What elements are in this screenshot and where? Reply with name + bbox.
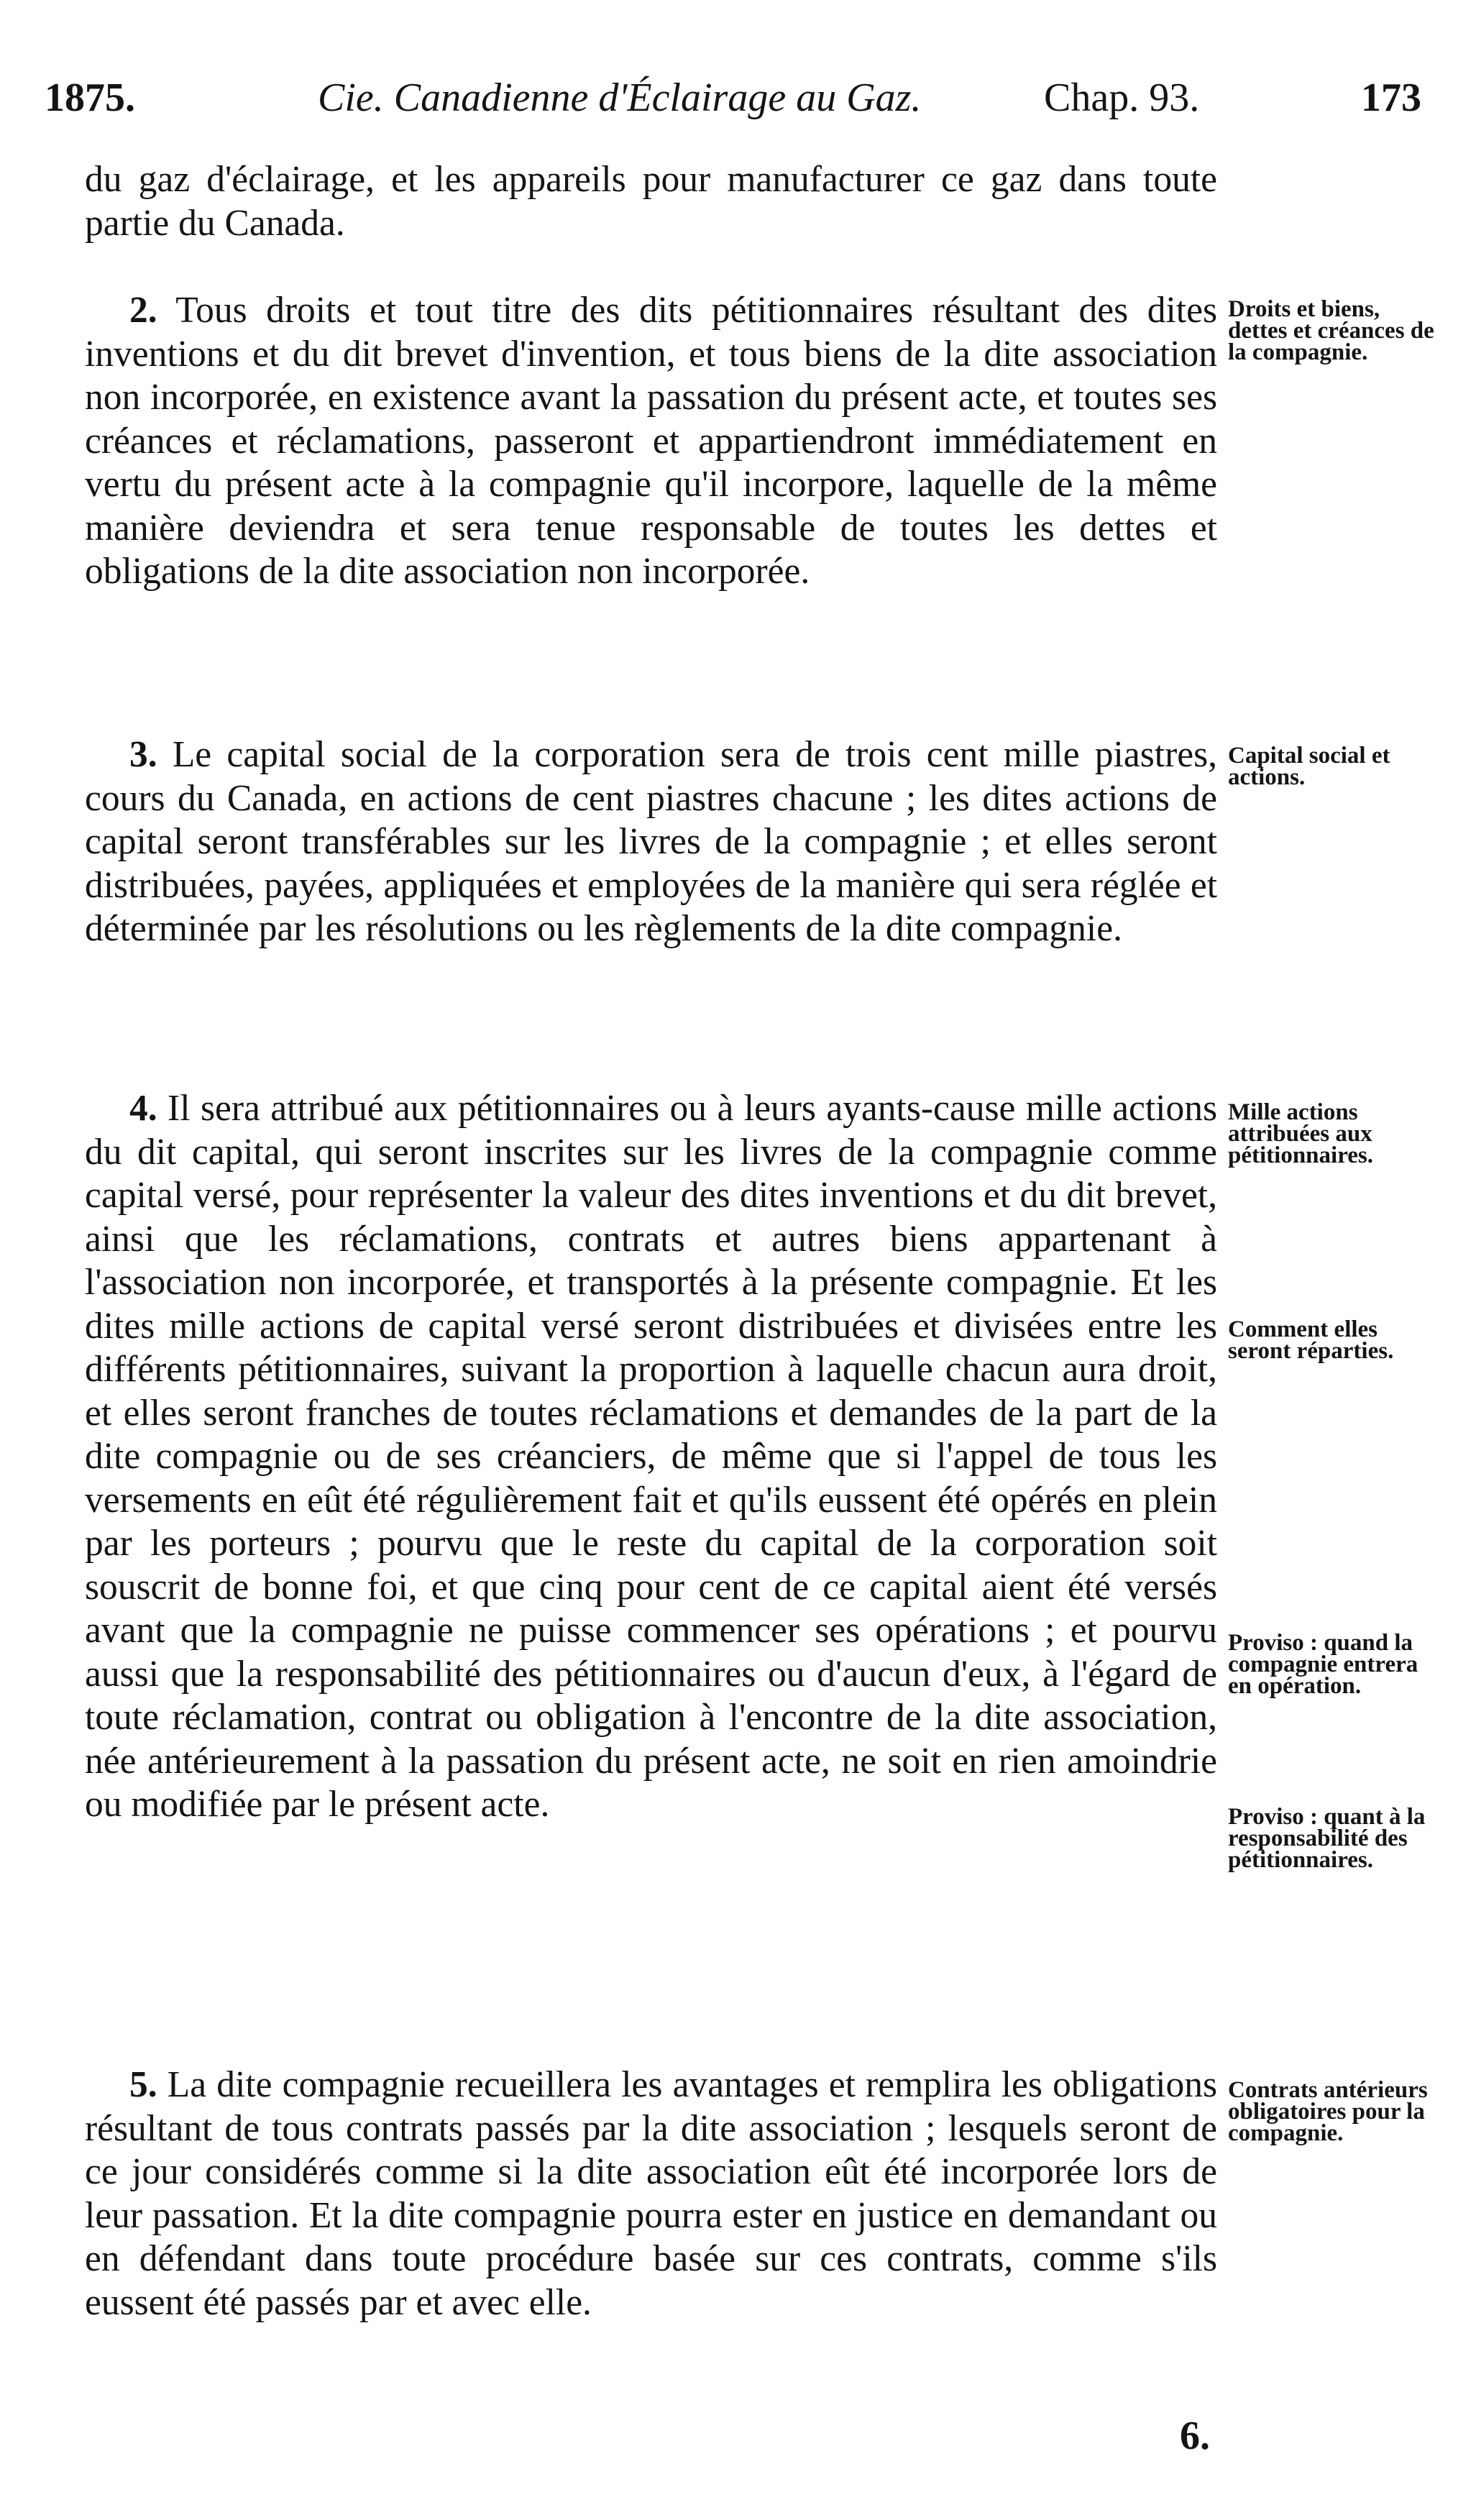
- margin-note-section-4-allotment: Mille actions attribuées aux pétitionnaires.: [1228, 1099, 1373, 1168]
- section-number: 2.: [129, 290, 157, 331]
- margin-note-section-2: Droits et biens, dettes et créances de la compagnie.: [1228, 296, 1434, 365]
- section-2-paragraph: [85, 289, 1217, 594]
- section-4-paragraph: [85, 1087, 1217, 1827]
- section-3-paragraph: [85, 733, 1217, 951]
- paragraph-text: Le capital social de la corporation sera de trois cent mille piastres, cours du Canada, en actions de cent piastres chacune ; les dites actions de capital seront transférables sur les livres de la compagnie ; et elles seront distribuées, payées, appliquées et employées de la manière qui sera réglée et déterminée par les résolutions ou les règlements de la dite compagnie.: [85, 734, 1217, 949]
- paragraph-text: La dite compagnie recueillera les avantages et remplira les obligations résultant de tous contrats passés par la dite association ; lesquels seront de ce jour considérés comme si la dite association eût été incorporée lors de leur passation. Et la dite compagnie pourra ester en justice en demandant ou en défendant dans toute procédure basée sur ces contrats, comme s'ils eussent été passés par et avec elle.: [85, 2064, 1217, 2323]
- page-header: [45, 69, 1421, 127]
- section-number: 5.: [129, 2064, 157, 2105]
- paragraph-text: Tous droits et tout titre des dits pétitionnaires résultant des dites inventions et du dit brevet d'invention, et tous biens de la dite association non incorporée, en existence avant la passation du présent acte, et toutes ses créances et réclamations, passeront et appartiendront immédiatement en vertu du présent acte à la compagnie qu'il incorpore, laquelle de la même manière deviendra et sera tenue responsable de toutes les dettes et obligations de la dite association non incorporée.: [85, 290, 1217, 592]
- header-year: 1875.: [45, 75, 135, 120]
- header-page-number: 173: [1361, 75, 1421, 120]
- header-title: Cie. Canadienne d'Éclairage au Gaz.: [318, 75, 922, 120]
- paragraph-continuation: [85, 158, 1217, 245]
- margin-note-section-4-proviso-liability: Proviso : quant à la responsabilité des pétitionnaires.: [1228, 1804, 1426, 1873]
- section-number: 3.: [129, 734, 157, 775]
- header-chapter: Chap. 93.: [1044, 75, 1200, 120]
- paragraph-text: du gaz d'éclairage, et les appareils pour manufacturer ce gaz dans toute partie du Canada.: [85, 159, 1217, 244]
- margin-note-section-4-distribution: Comment elles seront réparties.: [1228, 1316, 1394, 1364]
- margin-note-section-3: Capital social et actions.: [1228, 743, 1390, 790]
- margin-note-section-5: Contrats antérieurs obligatoires pour la compagnie.: [1228, 2077, 1428, 2146]
- section-5-paragraph: [85, 2063, 1217, 2324]
- margin-note-section-4-proviso-operation: Proviso : quand la compagnie entrera en opération.: [1228, 1630, 1418, 1699]
- signature-mark: 6.: [1180, 2414, 1210, 2458]
- paragraph-text: Il sera attribué aux pétitionnaires ou à leurs ayants-cause mille actions du dit capital, qui seront inscrites sur les livres de la compagnie comme capital versé, pour représenter la valeur des dites inventions et du dit brevet, ainsi que les réclamations, contrats et autres biens appartenant à l'association non incorporée, et transportés à la présente compagnie. Et les dites mille actions de capital versé seront distribuées et divisées entre les différents pétitionnaires, suivant la proportion à laquelle chacun aura droit, et elles seront franches de toutes réclamations et demandes de la part de la dite compagnie ou de ses créanciers, de même que si l'appel de tous les versements en eût été régulièrement fait et qu'ils eussent été opérés en plein par les porteurs ; pourvu que le reste du capital de la corporation soit souscrit de bonne foi, et que cinq pour cent de ce capital aient été versés avant que la compagnie ne puisse commencer ses opérations ; et pourvu aussi que la responsabilité des pétitionnaires ou d'aucun d'eux, à l'égard de toute réclamation, contrat ou obligation à l'encontre de la dite association, née antérieurement à la passation du présent acte, ne soit en rien amoindrie ou modifiée par le présent acte.: [85, 1088, 1217, 1825]
- section-number: 4.: [129, 1088, 157, 1129]
